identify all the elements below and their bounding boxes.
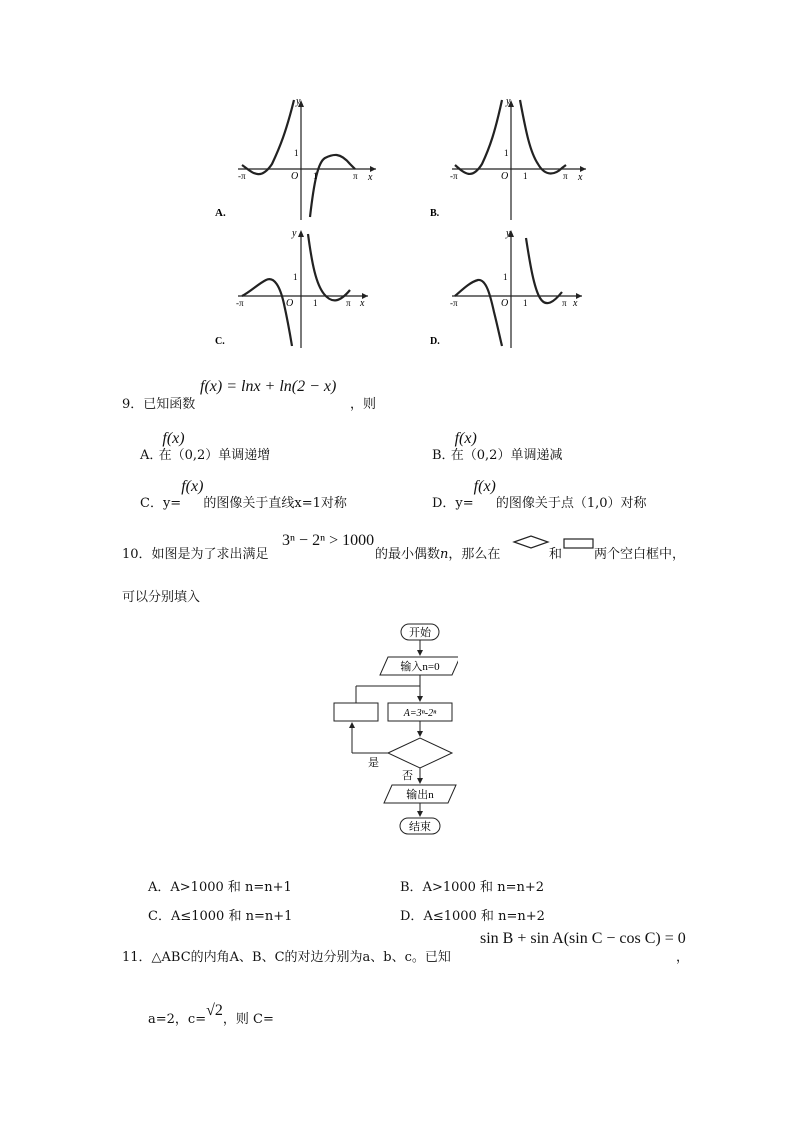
graph-b-pi: π bbox=[563, 171, 568, 181]
q9-option-d-text: 的图像关于点（1,0）对称 bbox=[495, 496, 647, 511]
q10-n: n bbox=[440, 547, 449, 562]
graph-a-x-label: x bbox=[368, 172, 373, 183]
q9-option-a-text: 在（0,2）单调递增 bbox=[158, 448, 271, 463]
q9-option-b-text: 在（0,2）单调递减 bbox=[450, 448, 563, 463]
q9-option-b bbox=[432, 430, 588, 463]
option-graphs bbox=[200, 92, 610, 360]
graph-c-neg-pi: -π bbox=[236, 298, 244, 308]
q9-option-d bbox=[432, 478, 647, 511]
q9-option-a-prefix: A． bbox=[140, 448, 163, 463]
graph-c-x-label: x bbox=[360, 298, 365, 309]
flow-output: 输出n bbox=[406, 789, 434, 801]
q9-option-c-prefix: C．y= bbox=[140, 496, 182, 511]
graph-d-label: D. bbox=[430, 336, 440, 347]
graph-d-x-label: x bbox=[573, 298, 578, 309]
q10-option-d bbox=[400, 905, 545, 924]
q11-line2 bbox=[148, 1002, 274, 1028]
q10-number: 10．如图是为了求出满足 bbox=[122, 547, 269, 562]
q11-number: 11．△ABC的内角A、B、C的对边分别为a、b、c。已知 bbox=[122, 950, 451, 965]
graph-c-one-y: 1 bbox=[293, 272, 298, 282]
q10-option-a-label: A． bbox=[148, 880, 171, 895]
graph-a-origin: O bbox=[291, 171, 299, 182]
graph-c bbox=[215, 228, 368, 348]
graph-d-origin: O bbox=[501, 298, 509, 309]
graph-b-x-label: x bbox=[578, 172, 583, 183]
graph-d-y-label: y bbox=[506, 228, 511, 239]
graph-a-pi: π bbox=[353, 171, 358, 181]
q10-stem-mid bbox=[375, 543, 500, 562]
q10-line2: 可以分别填入 bbox=[122, 590, 201, 605]
q9-option-c bbox=[140, 478, 347, 511]
q9-option-d-fx: f(x) bbox=[473, 478, 496, 495]
q10-and: 和 bbox=[549, 547, 563, 562]
flowchart bbox=[328, 620, 458, 840]
graph-d-one-x: 1 bbox=[523, 298, 528, 308]
q9-option-a bbox=[140, 430, 296, 463]
graph-c-label: C. bbox=[215, 336, 225, 347]
flow-start: 开始 bbox=[409, 627, 431, 639]
graph-b bbox=[430, 96, 586, 220]
diamond-icon bbox=[512, 534, 550, 550]
graph-b-neg-pi: -π bbox=[450, 171, 458, 181]
rectangle-icon bbox=[563, 538, 595, 550]
graph-a-neg-pi: -π bbox=[238, 171, 246, 181]
graph-c-pi: π bbox=[346, 298, 351, 308]
q10-option-d-label: D． bbox=[400, 909, 424, 924]
q10-option-b-text: A>1000 和 n=n+2 bbox=[422, 880, 544, 895]
q10-option-b-label: B． bbox=[400, 880, 423, 895]
graph-b-one-x: 1 bbox=[523, 171, 528, 181]
q9-option-c-text: 的图像关于直线x=1对称 bbox=[203, 496, 347, 511]
graph-a-label: A. bbox=[215, 207, 226, 219]
q9-option-b-fx: f(x) bbox=[454, 430, 477, 447]
graph-d-neg-pi: -π bbox=[450, 298, 458, 308]
flow-no: 否 bbox=[402, 770, 413, 782]
graph-d bbox=[430, 228, 582, 348]
q10-option-a bbox=[148, 876, 292, 895]
q9-option-a-fx: f(x) bbox=[162, 430, 185, 447]
q9-suffix: ，则 bbox=[350, 397, 377, 412]
graph-d-one-y: 1 bbox=[503, 272, 508, 282]
flow-end: 结束 bbox=[409, 821, 431, 833]
graph-b-label: B. bbox=[430, 208, 440, 219]
graph-b-one-y: 1 bbox=[504, 148, 509, 158]
graph-c-y-label: y bbox=[292, 228, 297, 239]
q9-formula: f(x) = lnx + ln(2 − x) bbox=[200, 378, 337, 395]
q11-line2-a: a=2，c= bbox=[148, 1012, 207, 1027]
q11-comma: ， bbox=[676, 950, 690, 965]
q9-number: 9．已知函数 bbox=[122, 397, 196, 412]
q10-text2: ，那么在 bbox=[448, 547, 501, 562]
graph-a-one-y: 1 bbox=[294, 148, 299, 158]
graph-b-origin: O bbox=[501, 171, 509, 182]
graph-c-one-x: 1 bbox=[313, 298, 318, 308]
q10-text1: 的最小偶数 bbox=[375, 547, 441, 562]
q11-line2-b: ，则 C= bbox=[222, 1012, 274, 1027]
q10-option-c-label: C． bbox=[148, 909, 171, 924]
q10-option-c-text: A≤1000 和 n=n+1 bbox=[170, 909, 293, 924]
graph-a-one-x: 1 bbox=[313, 171, 318, 181]
graph-c-origin: O bbox=[286, 298, 294, 309]
q9-option-d-prefix: D．y= bbox=[432, 496, 474, 511]
q11-formula: sin B + sin A(sin C − cos C) = 0 bbox=[480, 930, 686, 947]
flow-assign: A=3ⁿ-2ⁿ bbox=[403, 708, 437, 719]
graph-d-pi: π bbox=[562, 298, 567, 308]
graph-a bbox=[215, 96, 376, 220]
q10-option-b bbox=[400, 876, 544, 895]
flow-input: 输入n=0 bbox=[400, 661, 440, 673]
q10-option-a-text: A>1000 和 n=n+1 bbox=[170, 880, 292, 895]
q11-sqrt: √2 bbox=[206, 1002, 223, 1019]
q10-text3: 两个空白框中， bbox=[594, 547, 686, 562]
q9-option-c-fx: f(x) bbox=[181, 478, 204, 495]
graph-a-y-label: y bbox=[296, 96, 301, 107]
q10-formula: 3ⁿ − 2ⁿ > 1000 bbox=[282, 532, 375, 549]
q10-option-d-text: A≤1000 和 n=n+2 bbox=[423, 909, 545, 924]
q9-option-b-prefix: B． bbox=[432, 448, 455, 463]
flow-yes: 是 bbox=[368, 757, 379, 769]
graph-b-y-label: y bbox=[506, 96, 511, 107]
q10-option-c bbox=[148, 905, 292, 924]
q9-stem bbox=[122, 393, 195, 412]
